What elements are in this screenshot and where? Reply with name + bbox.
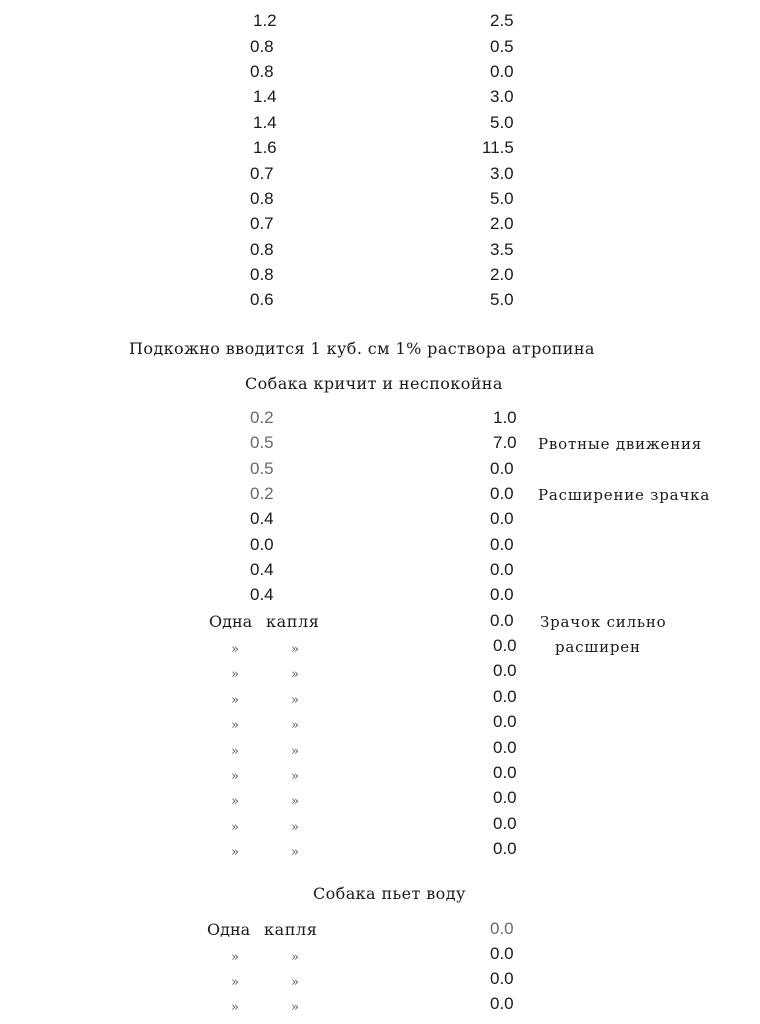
ditto-mark: » [291,642,299,657]
value-a: 0.7 [250,164,274,183]
ditto-mark: » [291,845,299,860]
value-a: 0.2 [250,484,274,503]
value-a: 0.4 [250,560,274,579]
value-b: 0.0 [493,636,517,655]
value-b: 0.0 [493,712,517,731]
section-heading-dog-restless: Собака кричит и неспокойна [245,374,503,393]
value-b: 0.0 [490,919,514,938]
value-b: 0.0 [493,763,517,782]
value-b: 0.0 [493,814,517,833]
value-b: 0.0 [493,687,517,706]
value-b: 0.5 [490,37,514,56]
ditto-mark: » [291,744,299,759]
value-a: 0.8 [250,265,274,284]
value-b: 2.5 [490,11,514,30]
ditto-mark: » [231,975,239,990]
value-a: 0.8 [250,62,274,81]
ditto-mark: » [231,820,239,835]
value-b: 0.0 [490,611,514,630]
ditto-mark: » [291,667,299,682]
value-a: 1.4 [253,113,277,132]
ditto-mark: » [231,950,239,965]
value-a: 1.2 [253,11,277,30]
ditto-mark: » [231,718,239,733]
value-b: 0.0 [493,788,517,807]
ditto-mark: » [291,820,299,835]
ditto-mark: » [231,769,239,784]
ditto-mark: » [291,769,299,784]
ditto-mark: » [231,1000,239,1015]
ditto-mark: » [231,845,239,860]
observation-note: Рвотные движения [538,435,703,453]
value-a: 0.4 [250,509,274,528]
value-a: 0.2 [250,408,274,427]
ditto-mark: » [231,642,239,657]
value-b: 0.0 [490,62,514,81]
value-a: 0.7 [250,214,274,233]
value-b: 0.0 [490,944,514,963]
value-b: 2.0 [490,265,514,284]
section-heading-dog-drinks: Собака пьет воду [313,884,466,903]
ditto-mark: » [291,693,299,708]
value-b: 7.0 [493,433,517,452]
value-a: 1.6 [253,138,277,157]
value-b: 3.5 [490,240,514,259]
ditto-mark: » [291,1000,299,1015]
value-b: 0.0 [490,484,514,503]
value-b: 5.0 [490,189,514,208]
observation-note: расширен [555,638,641,656]
value-b: 0.0 [490,585,514,604]
ditto-mark: » [291,975,299,990]
value-b: 1.0 [493,408,517,427]
value-b: 3.0 [490,164,514,183]
ditto-mark: » [291,950,299,965]
ditto-mark: » [231,794,239,809]
ditto-mark: » [231,693,239,708]
value-a: 0.8 [250,240,274,259]
value-b: 0.0 [490,994,514,1013]
value-b: 0.0 [490,459,514,478]
value-b: 5.0 [490,290,514,309]
value-a: 0.6 [250,290,274,309]
value-b: 11.5 [482,138,514,157]
ditto-mark: » [291,794,299,809]
value-b: 0.0 [490,969,514,988]
value-a-word: Одна [207,920,251,939]
value-a: 1.4 [253,87,277,106]
ditto-mark: » [291,718,299,733]
observation-note: Зрачок сильно [540,613,667,631]
section-heading-injection: Подкожно вводится 1 куб. см 1% раствора атропина [129,339,595,358]
value-b: 0.0 [493,839,517,858]
value-a: 0.0 [250,535,274,554]
value-b: 0.0 [490,535,514,554]
value-b: 2.0 [490,214,514,233]
ditto-mark: » [231,744,239,759]
value-a: 0.5 [250,433,274,452]
ditto-mark: » [231,667,239,682]
value-a: 0.4 [250,585,274,604]
observation-note: Расширение зрачка [538,486,711,504]
value-a-word: Одна [209,612,253,631]
value-a-unit: капля [266,612,320,631]
value-b: 5.0 [490,113,514,132]
value-a-unit: капля [264,920,318,939]
value-b: 0.0 [493,661,517,680]
value-b: 0.0 [490,509,514,528]
value-b: 0.0 [493,738,517,757]
value-a: 0.8 [250,189,274,208]
value-b: 0.0 [490,560,514,579]
value-a: 0.5 [250,459,274,478]
value-a: 0.8 [250,37,274,56]
value-b: 3.0 [490,87,514,106]
